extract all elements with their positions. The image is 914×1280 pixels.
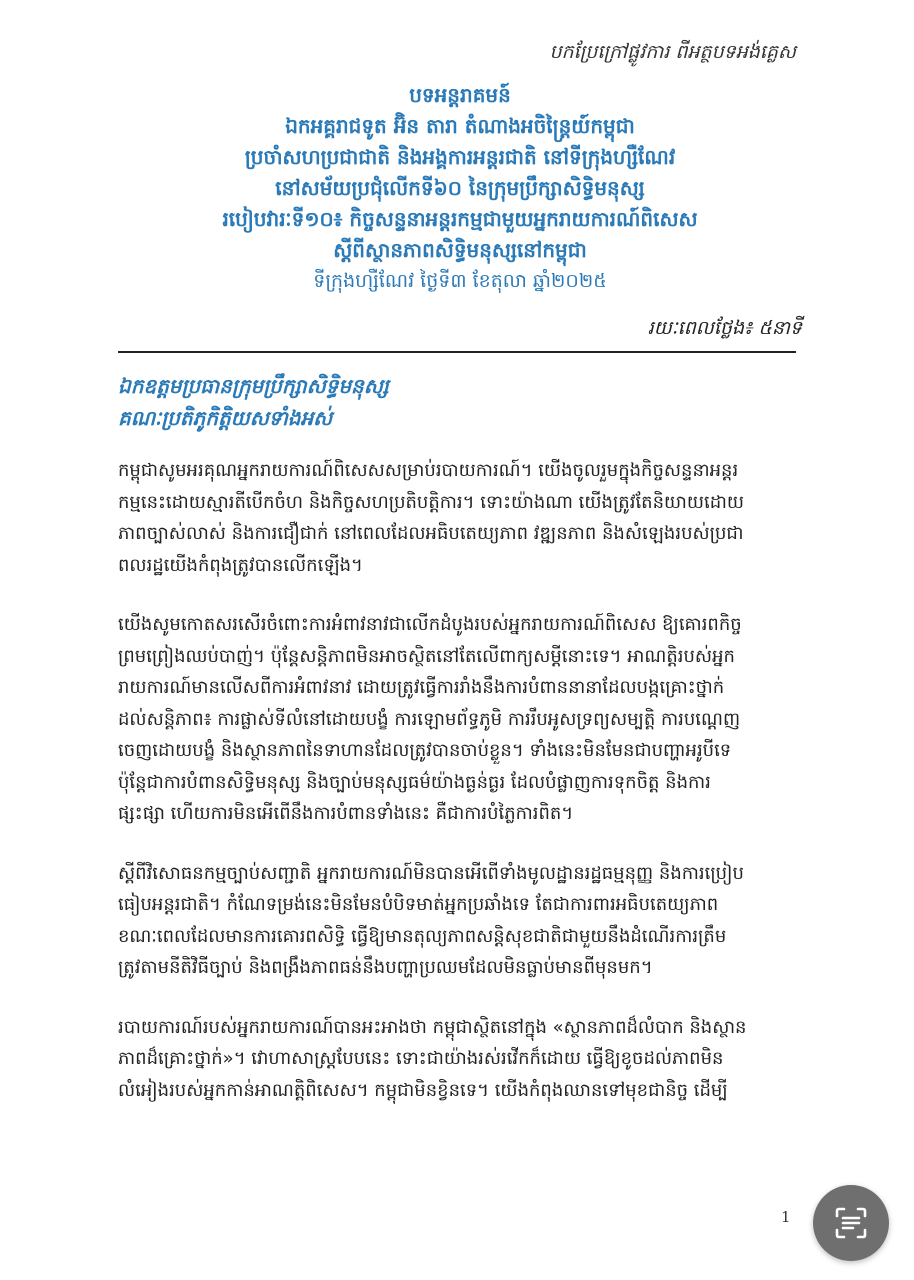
paragraph-line: ផ្សះផ្សា ហើយការមិនអើពើនឹងការបំពានទាំងនេះ គឺជាការបំភ្លៃការពិត។: [118, 803, 574, 824]
paragraph-line: លំអៀងរបស់អ្នកកាន់អាណត្តិពិសេស។ កម្ពុជាមិនខ្វិនទេ។ យើងកំពុងឈានទៅមុខជានិច្ច ដើម្បី: [118, 1079, 728, 1101]
page-number: 1: [781, 1208, 791, 1226]
document-scan-icon: [831, 1203, 871, 1243]
paragraph-line: យើងសូមកោតសរសើរចំពោះការអំពាវនាវជាលើកដំបូងរបស់អ្នករាយការណ៍ពិសេស ឱ្យគោរពកិច្ច: [118, 614, 742, 635]
paragraph-line: ធៀបអន្តរជាតិ។ កំណែទម្រង់នេះមិនមែនបំបិទមាត់អ្នកប្រឆាំងទេ តែជាការពារអធិបតេយ្យភាព: [118, 894, 719, 915]
salutation: [118, 370, 798, 434]
paragraph-line: រាយការណ៍មានលើសពីការអំពាវនាវ ដោយត្រូវធ្វើការរាំងនឹងការបំពាននានាដែលបង្កគ្រោះថ្នាក់: [118, 677, 725, 698]
paragraph-line: ភាពដ៏គ្រោះថ្នាក់»។ វោហាសាស្ត្របែបនេះ ទោះជាយ៉ាងរស់រវើកក៏ដោយ ធ្វើឱ្យខូចដល់ភាពមិន: [118, 1048, 724, 1069]
paragraph-line: ចេញដោយបង្ខំ និងស្ថានភាពនៃទាហានដែលត្រូវបានចាប់ខ្លួន។ ទាំងនេះមិនមែនជាបញ្ហាអរូបីទេ: [118, 740, 732, 761]
salutation-delegates: គណៈប្រតិភូកិត្តិយសទាំងអស់: [118, 406, 333, 430]
header-speaker: ឯកអគ្គរាជទូត អ៊ិន តារា តំណាងអចិន្ត្រៃយ៍កម្ពុជា: [285, 114, 635, 138]
paragraph-line: របាយការណ៍របស់អ្នករាយការណ៍បានអះអាងថា កម្ពុជាស្ថិតនៅក្នុង «ស្ថានភាពដ៏លំបាក និងស្ថាន: [118, 1016, 747, 1038]
paragraph-line: ព្រមព្រៀងឈប់បាញ់។ ប៉ុន្តែសន្តិភាពមិនអាចស្ថិតនៅតែលើពាក្យសម្តីនោះទេ។ អាណត្តិរបស់អ្នក: [118, 645, 735, 667]
paragraph-line: ដល់សន្តិភាព៖ ការផ្លាស់ទីលំនៅដោយបង្ខំ ការឡោមព័ទ្ធភូមិ ការរឹបអូសទ្រព្យសម្បត្តិ ការបណ្តេញ: [118, 708, 741, 730]
paragraph-line: ភាពច្បាស់លាស់ និងការជឿជាក់ នៅពេលដែលអធិបតេយ្យភាព វឌ្ឍនភាព និងសំឡេងរបស់ប្រជា: [118, 523, 744, 544]
header-mission: ប្រចាំសហប្រជាជាតិ និងអង្គការអន្តរជាតិ នៅទីក្រុងហ្សឺណែវ: [244, 145, 676, 169]
paragraph-line: ខណៈពេលដែលមានការគោរពសិទ្ធិ ធ្វើឱ្យមានតុល្យភាពសន្តិសុខជាតិជាមួយនឹងដំណើរការត្រឹម: [118, 925, 727, 947]
paragraph: [118, 455, 798, 581]
paragraph-line: កម្ពុជាសូមអរគុណអ្នករាយការណ៍ពិសេសសម្រាប់របាយការណ៍។ យើងចូលរួមក្នុងកិច្ចសន្ទនាអន្តរ: [118, 460, 739, 481]
header-agenda: របៀបវារៈទី១០៖ កិច្ចសន្ទនាអន្តរកម្មជាមួយអ្នករាយការណ៍ពិសេស: [222, 207, 698, 231]
paragraph-line: ស្តីពីវិសោធនកម្មច្បាប់សញ្ជាតិ អ្នករាយការណ៍មិនបានអើពើទាំងមូលដ្ឋានរដ្ឋធម្មនុញ្ញ និងការប្រៀប: [118, 862, 744, 884]
paragraph-line: កម្មនេះដោយស្មារតីបើកចំហ និងកិច្ចសហប្រតិបត្តិការ។ ទោះយ៉ាងណា យើងត្រូវតែនិយាយដោយ: [118, 491, 744, 513]
header-session: នៅសម័យប្រជុំលើកទី៦០ នៃក្រុមប្រឹក្សាសិទ្ធិមនុស្ស: [275, 176, 645, 200]
paragraph: [118, 1012, 798, 1107]
statement-header: [120, 80, 800, 297]
header-topic: ស្តីពីស្ថានភាពសិទ្ធិមនុស្សនៅកម្ពុជា: [333, 238, 587, 262]
header-date: ទីក្រុងហ្សឺណែវ ថ្ងៃទី៣ ខែតុលា ឆ្នាំ២០២៥: [313, 270, 607, 292]
document-scan-button[interactable]: [813, 1185, 889, 1261]
paragraph-line: ប៉ុន្តែជាការបំពានសិទ្ធិមនុស្ស និងច្បាប់មនុស្សធម៌យ៉ាងធ្ងន់ធ្ងរ ដែលបំផ្លាញការទុកចិត្ត និងការ: [118, 771, 711, 793]
unofficial-translation-note: បកប្រែក្រៅផ្លូវការ ពីអត្ថបទអង់គ្លេស: [549, 41, 796, 63]
paragraph-line: ត្រូវតាមនីតិវិធីច្បាប់ និងពង្រឹងភាពធន់នឹងបញ្ហាប្រឈមដែលមិនធ្លាប់មានពីមុនមក។: [118, 957, 653, 978]
paragraph: [118, 858, 798, 984]
paragraph: [118, 609, 798, 830]
speaking-duration: រយៈពេលថ្លែង៖ ៥នាទី: [647, 317, 802, 339]
statement-body: [118, 455, 798, 1134]
header-title: បទអន្តរាគមន៍: [409, 83, 511, 107]
salutation-president: ឯកឧត្តមប្រធានក្រុមប្រឹក្សាសិទ្ធិមនុស្ស: [118, 374, 389, 398]
header-divider: [118, 351, 796, 353]
paragraph-line: ពលរដ្ឋយើងកំពុងត្រូវបានលើកឡើង។: [118, 554, 363, 576]
